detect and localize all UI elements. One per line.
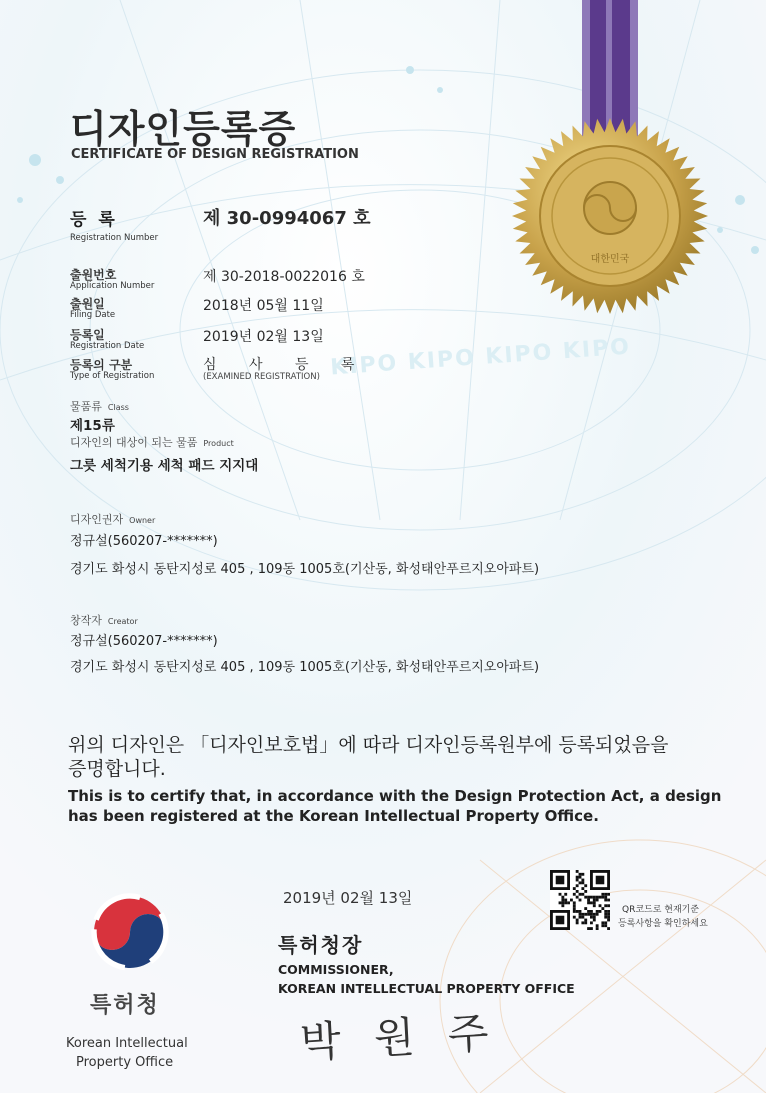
commissioner-title-kr: 특허청장 — [278, 933, 364, 957]
class-value: 제15류 — [70, 418, 115, 434]
owner-label-kr: 디자인권자 — [70, 513, 124, 526]
application-number-label: 출원번호 — [70, 268, 117, 282]
filing-date-value: 2018년 05월 11일 — [203, 298, 324, 314]
page-subtitle: CERTIFICATE OF DESIGN REGISTRATION — [71, 147, 359, 162]
filing-date-label-en: Filing Date — [70, 310, 116, 320]
commissioner-signature: 박 원 주 — [298, 1007, 500, 1068]
page-title: 디자인등록증 — [70, 107, 297, 151]
issue-date: 2019년 02월 13일 — [283, 889, 413, 907]
class-label — [70, 398, 129, 414]
class-label-kr: 물품류 — [70, 400, 102, 413]
registration-type-value-en: (EXAMINED REGISTRATION) — [203, 372, 320, 382]
creator-label — [70, 612, 138, 628]
certification-statement-en-1: This is to certify that, in accordance with the Design Protection Act, a design — [68, 787, 722, 805]
class-label-en: Class — [107, 403, 129, 412]
creator-label-kr: 창작자 — [70, 614, 102, 627]
gold-seal — [510, 116, 710, 316]
office-name-en-1: Korean Intellectual — [66, 1036, 188, 1051]
office-name-en-2: Property Office — [76, 1055, 174, 1070]
product-label-kr: 디자인의 대상이 되는 물품 — [70, 436, 198, 449]
seal-text: 대한민국 — [590, 254, 630, 265]
qr-note-2: 등록사항을 확인하세요 — [618, 919, 708, 929]
product-value: 그릇 세척기용 세척 패드 지지대 — [70, 458, 259, 474]
registration-date-label: 등록일 — [70, 328, 105, 342]
creator-name: 정규설(560207-*******) — [70, 634, 218, 649]
registration-label: 등 록 — [70, 210, 118, 230]
application-number-value: 제 30-2018-0022016 호 — [203, 269, 365, 285]
owner-label-en: Owner — [129, 516, 156, 525]
creator-address: 경기도 화성시 동탄지성로 405 , 109동 1005호(기산동, 화성태안푸르지오아파트) — [70, 660, 540, 675]
owner-label — [70, 511, 155, 527]
commissioner-title-en-2: KOREAN INTELLECTUAL PROPERTY OFFICE — [278, 981, 575, 996]
commissioner-title-en-1: COMMISSIONER, — [278, 962, 394, 977]
registration-type-label: 등록의 구분 — [70, 358, 133, 372]
application-number-label-en: Application Number — [70, 281, 155, 291]
product-label-en: Product — [203, 439, 234, 448]
office-name-kr: 특허청 — [90, 993, 160, 1018]
owner-address: 경기도 화성시 동탄지성로 405 , 109동 1005호(기산동, 화성태안푸르지오아파트) — [70, 562, 540, 577]
certification-statement-en-2: has been registered at the Korean Intellectual Property Office. — [68, 807, 599, 825]
kipo-watermark: KIPO KIPO KIPO KIPO — [329, 334, 632, 381]
certification-statement-kr-2: 증명합니다. — [68, 758, 166, 780]
registration-type-label-en: Type of Registration — [70, 371, 155, 381]
creator-label-en: Creator — [107, 617, 138, 626]
qr-note-1: QR코드로 현재기준 — [622, 905, 700, 915]
product-label — [70, 434, 234, 450]
registration-label-en: Registration Number — [70, 233, 159, 243]
kipo-taeguk-logo-icon — [82, 887, 178, 977]
owner-name: 정규설(560207-*******) — [70, 534, 218, 549]
qr-code[interactable] — [550, 870, 610, 930]
filing-date-label: 출원일 — [70, 297, 105, 311]
certification-statement-kr-1: 위의 디자인은 「디자인보호법」에 따라 디자인등록원부에 등록되었음을 — [68, 734, 669, 756]
registration-date-value: 2019년 02월 13일 — [203, 329, 324, 345]
registration-type-value: 심 사 등 록 — [203, 357, 369, 373]
registration-date-label-en: Registration Date — [70, 341, 145, 351]
registration-number: 제 30-0994067 호 — [203, 208, 371, 229]
